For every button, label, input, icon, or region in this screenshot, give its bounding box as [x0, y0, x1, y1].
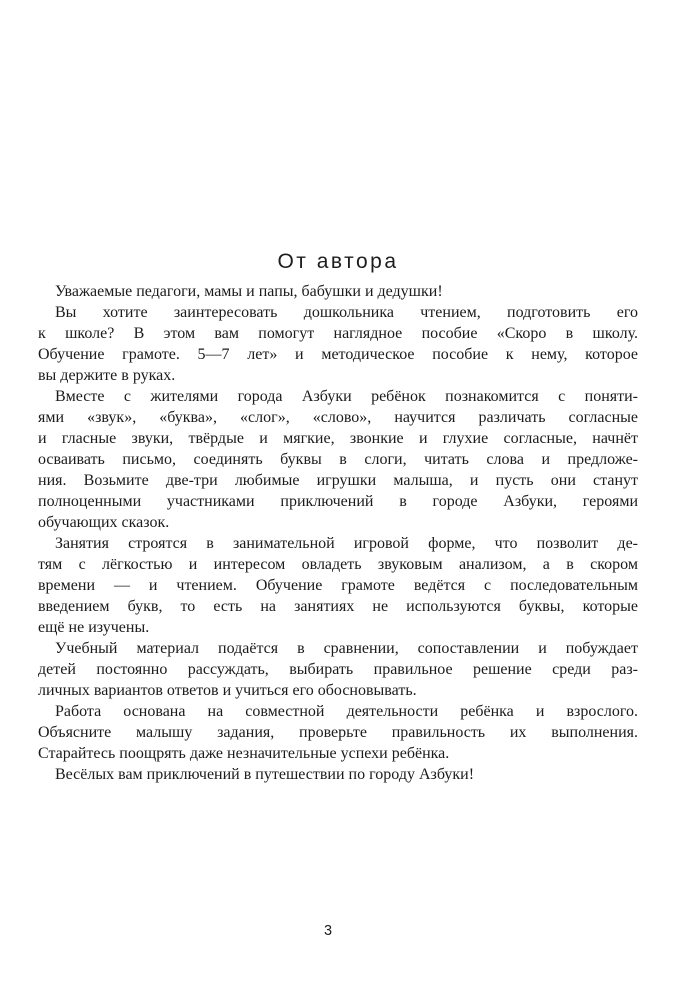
text-line: осваивать письмо, соединять буквы в слоги, читать слова и предложе- [38, 451, 638, 468]
text-line: Вы хотите заинтересовать дошкольника чтением, подготовить его [55, 304, 638, 321]
text-line: ями «звук», «буква», «слог», «слово», научится различать согласные [38, 409, 638, 426]
text-line: ещё не изучены. [38, 619, 150, 636]
text-line: и гласные звуки, твёрдые и мягкие, звонкие и глухие согласные, начнёт [38, 430, 638, 447]
text-line: к школе? В этом вам помогут наглядное пособие «Скоро в школу. [38, 325, 638, 342]
text-line: введением букв, то есть на занятиях не используются буквы, которые [38, 598, 638, 615]
text-line: тям с лёгкостью и интересом овладеть звуковым анализом, а в скором [38, 556, 638, 573]
text-line: Учебный материал подаётся в сравнении, сопоставлении и побуждает [55, 640, 638, 657]
body-text [38, 281, 638, 785]
text-line: Старайтесь поощрять даже незначительные успехи ребёнка. [38, 745, 450, 762]
page-number: 3 [323, 923, 333, 939]
text-line: личных вариантов ответов и учиться его обосновывать. [38, 682, 417, 699]
text-line: времени — и чтением. Обучение грамоте ведётся с последовательным [38, 577, 638, 594]
text-line: обучающих сказок. [38, 514, 170, 531]
text-line: Уважаемые педагоги, мамы и папы, бабушки и дедушки! [55, 283, 443, 300]
page-title: От автора [277, 250, 399, 273]
text-line: детей постоянно рассуждать, выбирать правильное решение среди раз- [38, 661, 638, 678]
text-line: Объясните малышу задания, проверьте правильность их выполнения. [38, 724, 638, 741]
text-line: вы держите в руках. [38, 367, 176, 384]
text-line: Обучение грамоте. 5—7 лет» и методическое пособие к нему, которое [38, 346, 638, 363]
text-line: ния. Возьмите две-три любимые игрушки малыша, и пусть они станут [38, 472, 638, 489]
text-line: Весёлых вам приключений в путешествии по городу Азбуки! [55, 766, 475, 783]
text-line: Вместе с жителями города Азбуки ребёнок познакомится с поняти- [55, 388, 638, 405]
text-line: Занятия строятся в занимательной игровой форме, что позволит де- [55, 535, 638, 552]
text-line: полноценными участниками приключений в городе Азбуки, героями [38, 493, 638, 510]
text-line: Работа основана на совместной деятельности ребёнка и взрослого. [55, 703, 638, 720]
